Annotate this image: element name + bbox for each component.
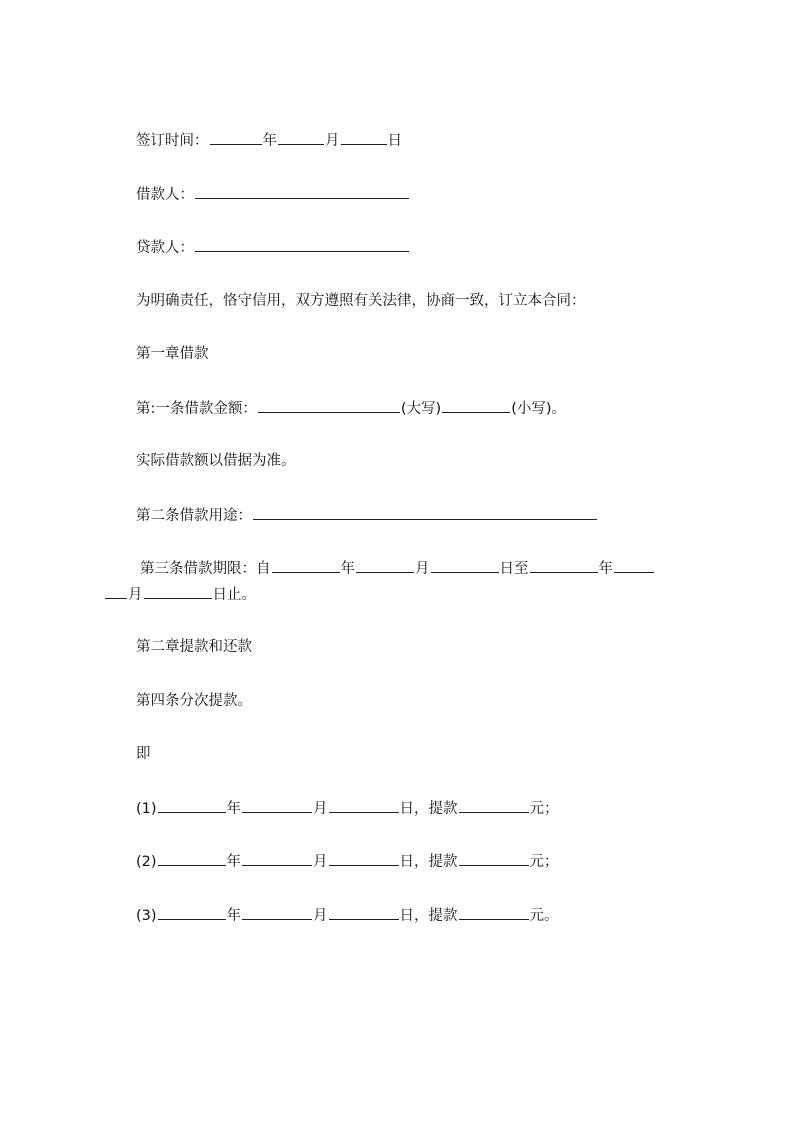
installment-year-label: 年: [226, 854, 242, 870]
installment-unit-label: 元；: [529, 801, 559, 817]
installment-year-label: 年: [226, 801, 242, 817]
installment-year-blank[interactable]: [158, 851, 226, 866]
installment-day-label: 日，提款: [399, 854, 458, 870]
installment-month-blank[interactable]: [242, 905, 312, 920]
chapter-2-title: 第二章提款和还款: [136, 639, 252, 655]
installment-year-blank[interactable]: [158, 905, 226, 920]
amount-upper-label: (大写): [400, 401, 442, 417]
installment-amount-blank[interactable]: [459, 905, 529, 920]
installment-number: (2): [136, 854, 157, 870]
installment-year-blank[interactable]: [158, 798, 226, 813]
installment-day-blank[interactable]: [329, 851, 399, 866]
article-2-label: 第二条借款用途：: [136, 508, 252, 524]
installment-month-label: 月: [313, 854, 328, 870]
article-3-line-cont: [104, 584, 256, 605]
ji-text: 即: [136, 746, 151, 762]
article-3-line: [140, 558, 655, 579]
installment-day-blank[interactable]: [329, 798, 399, 813]
lender-blank[interactable]: [195, 237, 409, 252]
purpose-blank[interactable]: [253, 505, 597, 520]
sign-day-label: 日: [387, 133, 402, 149]
term-end-month-blank-part2[interactable]: [105, 584, 127, 599]
term-end-year-label: 年: [598, 561, 613, 577]
article-1-line: [136, 398, 566, 419]
installment-day-label: 日，提款: [399, 908, 458, 924]
sign-day-blank[interactable]: [341, 130, 387, 145]
installment-month-label: 月: [313, 908, 328, 924]
term-end-month-label: 月: [128, 587, 143, 603]
term-start-month-label: 月: [415, 561, 430, 577]
term-start-year-blank[interactable]: [272, 558, 340, 573]
amount-lower-label: (小写)。: [511, 401, 567, 417]
sign-date-label: 签订时间：: [136, 133, 209, 149]
chapter-1-title: 第一章借款: [136, 346, 209, 362]
installment-amount-blank[interactable]: [459, 798, 529, 813]
sign-month-label: 月: [325, 133, 340, 149]
preamble: 为明确责任，恪守信用，双方遵照有关法律，协商一致，订立本合同：: [136, 293, 586, 309]
article-2-line: [136, 505, 598, 526]
borrower-blank[interactable]: [195, 184, 409, 199]
article-3-label: 第三条借款期限：自: [140, 561, 271, 577]
article-1-label: 第:一条借款金额：: [136, 401, 257, 417]
sign-date-line: [136, 130, 402, 151]
installment-row: [136, 851, 559, 872]
term-end-day-label: 日止。: [212, 587, 256, 603]
borrower-line: [136, 184, 410, 205]
lender-label: 贷款人：: [136, 240, 194, 256]
installment-day-blank[interactable]: [329, 905, 399, 920]
term-start-day-label: 日至: [499, 561, 529, 577]
installment-month-blank[interactable]: [242, 851, 312, 866]
lender-line: [136, 237, 410, 258]
installment-day-label: 日，提款: [399, 801, 458, 817]
installment-month-label: 月: [313, 801, 328, 817]
term-end-day-blank[interactable]: [144, 584, 212, 599]
installment-month-blank[interactable]: [242, 798, 312, 813]
installment-row: [136, 798, 559, 819]
amount-lower-blank[interactable]: [442, 398, 510, 413]
installment-row: [136, 905, 559, 926]
amount-upper-blank[interactable]: [258, 398, 400, 413]
installment-year-label: 年: [226, 908, 242, 924]
article-4-title: 第四条分次提款。: [136, 693, 252, 709]
term-start-day-blank[interactable]: [431, 558, 499, 573]
sign-year-blank[interactable]: [210, 130, 262, 145]
sign-month-blank[interactable]: [278, 130, 324, 145]
installment-unit-label: 元。: [529, 908, 559, 924]
sign-year-label: 年: [262, 133, 277, 149]
installment-number: (3): [136, 908, 157, 924]
term-start-year-label: 年: [340, 561, 355, 577]
installment-amount-blank[interactable]: [459, 851, 529, 866]
actual-amount-note: 实际借款额以借据为准。: [136, 453, 296, 469]
term-end-year-blank[interactable]: [530, 558, 598, 573]
term-start-month-blank[interactable]: [356, 558, 414, 573]
borrower-label: 借款人：: [136, 187, 194, 203]
term-end-month-blank-part1[interactable]: [614, 558, 654, 573]
installment-number: (1): [136, 801, 157, 817]
installment-unit-label: 元；: [529, 854, 559, 870]
